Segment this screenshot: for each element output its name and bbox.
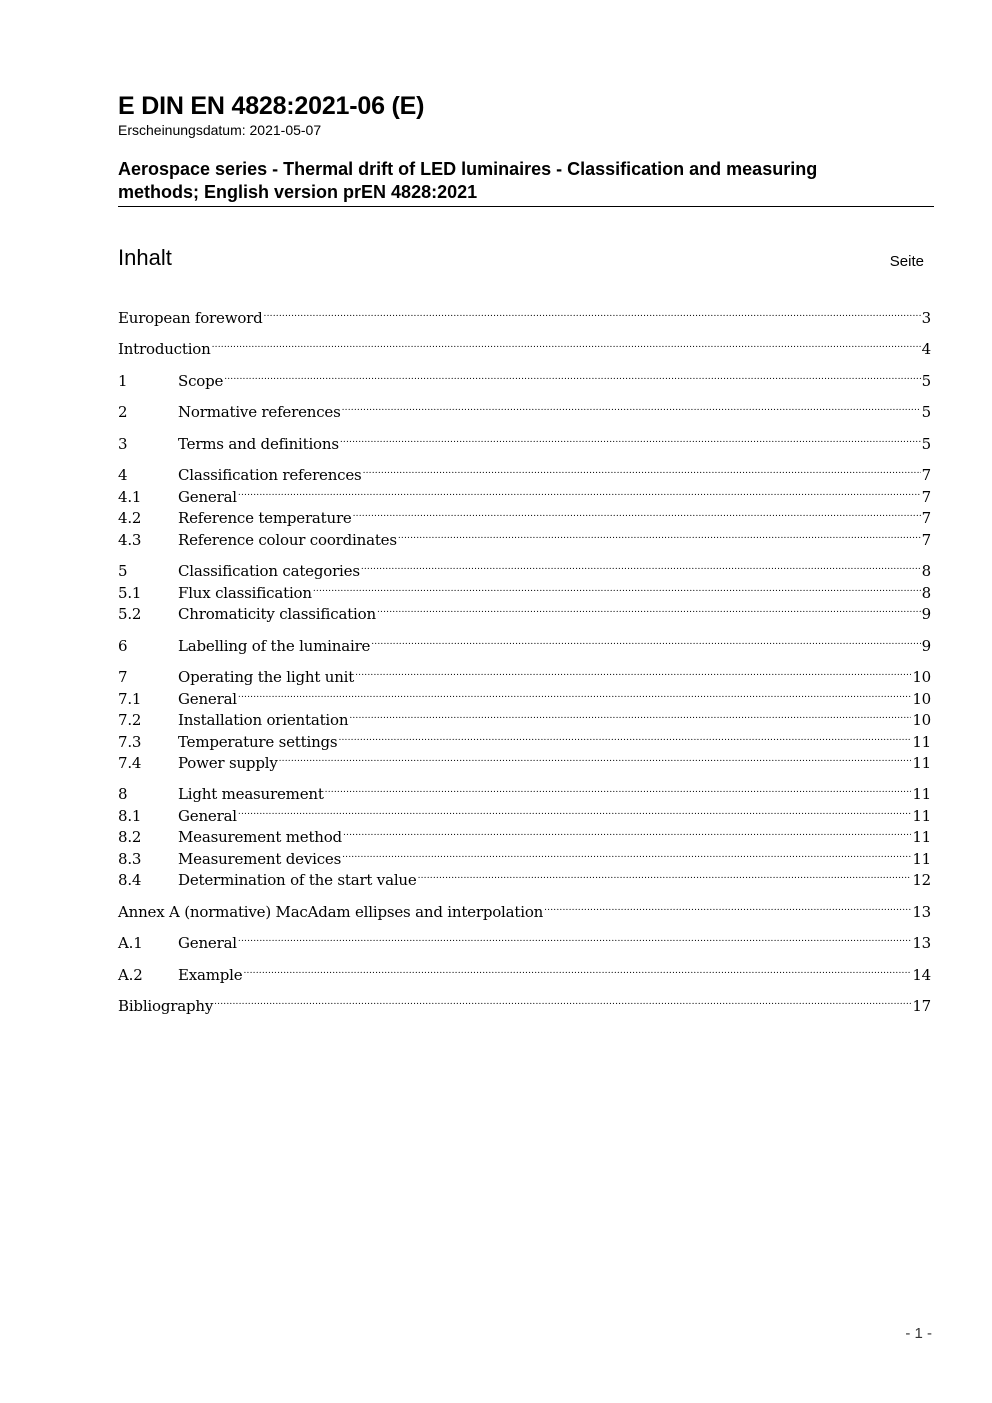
toc-entry-title: Measurement method xyxy=(178,828,342,846)
toc-entry-page: 10 xyxy=(912,711,931,729)
toc-entry-title: Reference temperature xyxy=(178,509,352,527)
document-code: E DIN EN 4828:2021-06 (E) xyxy=(118,92,425,120)
document-title-line-1: Aerospace series - Thermal drift of LED luminaires - Classification and measuring xyxy=(118,159,818,179)
toc-entry[interactable] xyxy=(118,991,931,1015)
toc-entry[interactable] xyxy=(118,684,931,708)
toc-entry-page: 7 xyxy=(921,466,931,484)
toc-entry-title: Terms and definitions xyxy=(178,435,339,453)
toc-entry-title: Determination of the start value xyxy=(178,871,417,889)
toc-entry[interactable] xyxy=(118,801,931,825)
toc-entry-title: General xyxy=(178,690,237,708)
toc-entry[interactable] xyxy=(118,366,931,390)
toc-entry-page: 11 xyxy=(912,733,931,751)
toc-entry[interactable] xyxy=(118,631,931,655)
toc-leader-dots xyxy=(377,599,921,619)
toc-entry[interactable] xyxy=(118,599,931,623)
toc-entry[interactable] xyxy=(118,822,931,846)
toc-entry-title: Temperature settings xyxy=(178,733,338,751)
toc-leader-dots xyxy=(363,460,921,480)
toc-entry-number: 8.4 xyxy=(118,871,142,889)
toc-entry-number: 7.2 xyxy=(118,711,142,729)
toc-entry[interactable] xyxy=(118,662,931,686)
toc-entry-page: 5 xyxy=(921,403,931,421)
toc-entry-title: Scope xyxy=(178,372,224,390)
toc-entry[interactable] xyxy=(118,525,931,549)
toc-entry-page: 12 xyxy=(912,871,931,889)
toc-leader-dots xyxy=(264,303,921,323)
toc-entry[interactable] xyxy=(118,397,931,421)
toc-entry[interactable] xyxy=(118,578,931,602)
toc-entry-title: Operating the light unit xyxy=(178,668,355,686)
toc-entry-page: 11 xyxy=(912,850,931,868)
toc-entry-number: A.1 xyxy=(118,934,143,952)
toc-leader-dots xyxy=(361,556,921,576)
toc-entry[interactable] xyxy=(118,865,931,889)
toc-entry-page: 5 xyxy=(921,372,931,390)
toc-leader-dots xyxy=(355,662,911,682)
toc-leader-dots xyxy=(398,525,921,545)
toc-entry-number: 5.2 xyxy=(118,605,142,623)
toc-entry-title: Chromaticity classification xyxy=(178,605,376,623)
toc-leader-dots xyxy=(212,334,921,354)
toc-leader-dots xyxy=(214,991,911,1011)
toc-entry-title: Bibliography xyxy=(118,997,214,1015)
toc-entry-number: 7 xyxy=(118,668,128,686)
toc-entry[interactable] xyxy=(118,429,931,453)
toc-leader-dots xyxy=(313,578,921,598)
toc-entry-title: Annex A (normative) MacAdam ellipses and interpolation xyxy=(118,903,544,921)
toc-entry-title: General xyxy=(178,934,237,952)
toc-leader-dots xyxy=(224,366,920,386)
toc-entry-page: 7 xyxy=(921,488,931,506)
toc-entry-title: Light measurement xyxy=(178,785,324,803)
toc-entry-title: Measurement devices xyxy=(178,850,342,868)
toc-entry-page: 11 xyxy=(912,785,931,803)
toc-entry[interactable] xyxy=(118,727,931,751)
toc-heading: Inhalt xyxy=(118,245,172,270)
toc-leader-dots xyxy=(340,429,921,449)
toc-entry-title: Classification categories xyxy=(178,562,360,580)
toc-leader-dots xyxy=(238,482,921,502)
toc-entry[interactable] xyxy=(118,482,931,506)
toc-entry-number: 7.4 xyxy=(118,754,142,772)
toc-entry-number: 1 xyxy=(118,372,128,390)
toc-entry-page: 13 xyxy=(912,903,931,921)
toc-entry-title: Normative references xyxy=(178,403,341,421)
toc-entry-number: 7.3 xyxy=(118,733,142,751)
toc-entry-number: 2 xyxy=(118,403,128,421)
title-divider xyxy=(118,206,934,207)
toc-entry-page: 7 xyxy=(921,531,931,549)
toc-entry-title: Power supply xyxy=(178,754,278,772)
toc-leader-dots xyxy=(279,748,912,768)
toc-entry-page: 8 xyxy=(921,562,931,580)
toc-leader-dots xyxy=(338,727,911,747)
toc-entry-title: Example xyxy=(178,966,243,984)
toc-entry-page: 9 xyxy=(921,605,931,623)
toc-entry[interactable] xyxy=(118,960,931,984)
toc-entry-number: 4 xyxy=(118,466,128,484)
toc-leader-dots xyxy=(342,844,911,864)
toc-entry-page: 7 xyxy=(921,509,931,527)
toc-entry-number: 5.1 xyxy=(118,584,142,602)
toc-entry-title: Introduction xyxy=(118,340,211,358)
toc-entry-number: 6 xyxy=(118,637,128,655)
toc-entry-title: European foreword xyxy=(118,309,263,327)
document-title-line-2: methods; English version prEN 4828:2021 xyxy=(118,182,478,202)
document-title xyxy=(118,158,933,204)
toc-entry-page: 8 xyxy=(921,584,931,602)
toc-leader-dots xyxy=(238,801,911,821)
toc-entry-page: 17 xyxy=(912,997,931,1015)
toc-entry-page: 11 xyxy=(912,807,931,825)
toc-entry[interactable] xyxy=(118,705,931,729)
toc-entry[interactable] xyxy=(118,928,931,952)
toc-entry[interactable] xyxy=(118,844,931,868)
toc-entry[interactable] xyxy=(118,303,931,327)
toc-entry-number: 8.2 xyxy=(118,828,142,846)
toc-entry-page: 13 xyxy=(912,934,931,952)
toc-entry[interactable] xyxy=(118,503,931,527)
toc-entry-page: 10 xyxy=(912,690,931,708)
toc-entry-title: Reference colour coordinates xyxy=(178,531,397,549)
toc-page-column-label: Seite xyxy=(889,253,924,270)
toc-entry[interactable] xyxy=(118,334,931,358)
toc-leader-dots xyxy=(238,928,911,948)
toc-leader-dots xyxy=(342,397,921,417)
toc-entry-page: 3 xyxy=(921,309,931,327)
toc-entry-number: 4.3 xyxy=(118,531,142,549)
toc-leader-dots xyxy=(544,897,911,917)
toc-leader-dots xyxy=(349,705,911,725)
publication-date: Erscheinungsdatum: 2021-05-07 xyxy=(118,122,322,138)
toc-entry[interactable] xyxy=(118,897,931,921)
page-number: - 1 - xyxy=(905,1325,932,1342)
toc-entry-number: 8.3 xyxy=(118,850,142,868)
toc-leader-dots xyxy=(418,865,912,885)
toc-entry-number: 3 xyxy=(118,435,128,453)
toc-entry-page: 14 xyxy=(912,966,931,984)
toc-leader-dots xyxy=(343,822,911,842)
toc-entry-number: 4.2 xyxy=(118,509,142,527)
toc-entry-page: 11 xyxy=(912,754,931,772)
toc-entry-title: General xyxy=(178,807,237,825)
toc-entry-number: 5 xyxy=(118,562,128,580)
toc-entry-page: 9 xyxy=(921,637,931,655)
toc-entry-number: 8 xyxy=(118,785,128,803)
toc-entry-page: 11 xyxy=(912,828,931,846)
toc-entry-page: 4 xyxy=(921,340,931,358)
toc-entry-page: 10 xyxy=(912,668,931,686)
toc-entry-title: Installation orientation xyxy=(178,711,349,729)
toc-entry-title: General xyxy=(178,488,237,506)
toc-entry[interactable] xyxy=(118,460,931,484)
toc-leader-dots xyxy=(238,684,911,704)
toc-entry-number: 4.1 xyxy=(118,488,142,506)
toc-leader-dots xyxy=(325,779,912,799)
toc-leader-dots xyxy=(353,503,921,523)
toc-entry[interactable] xyxy=(118,748,931,772)
toc-leader-dots xyxy=(243,960,911,980)
toc-entry-number: A.2 xyxy=(118,966,143,984)
toc-entry-title: Classification references xyxy=(178,466,362,484)
toc-leader-dots xyxy=(371,631,920,651)
toc-entry-title: Labelling of the luminaire xyxy=(178,637,371,655)
toc-entry-page: 5 xyxy=(921,435,931,453)
toc-entry[interactable] xyxy=(118,556,931,580)
toc-entry-number: 8.1 xyxy=(118,807,142,825)
toc-entry-number: 7.1 xyxy=(118,690,142,708)
toc-entry-title: Flux classification xyxy=(178,584,312,602)
toc-entry[interactable] xyxy=(118,779,931,803)
